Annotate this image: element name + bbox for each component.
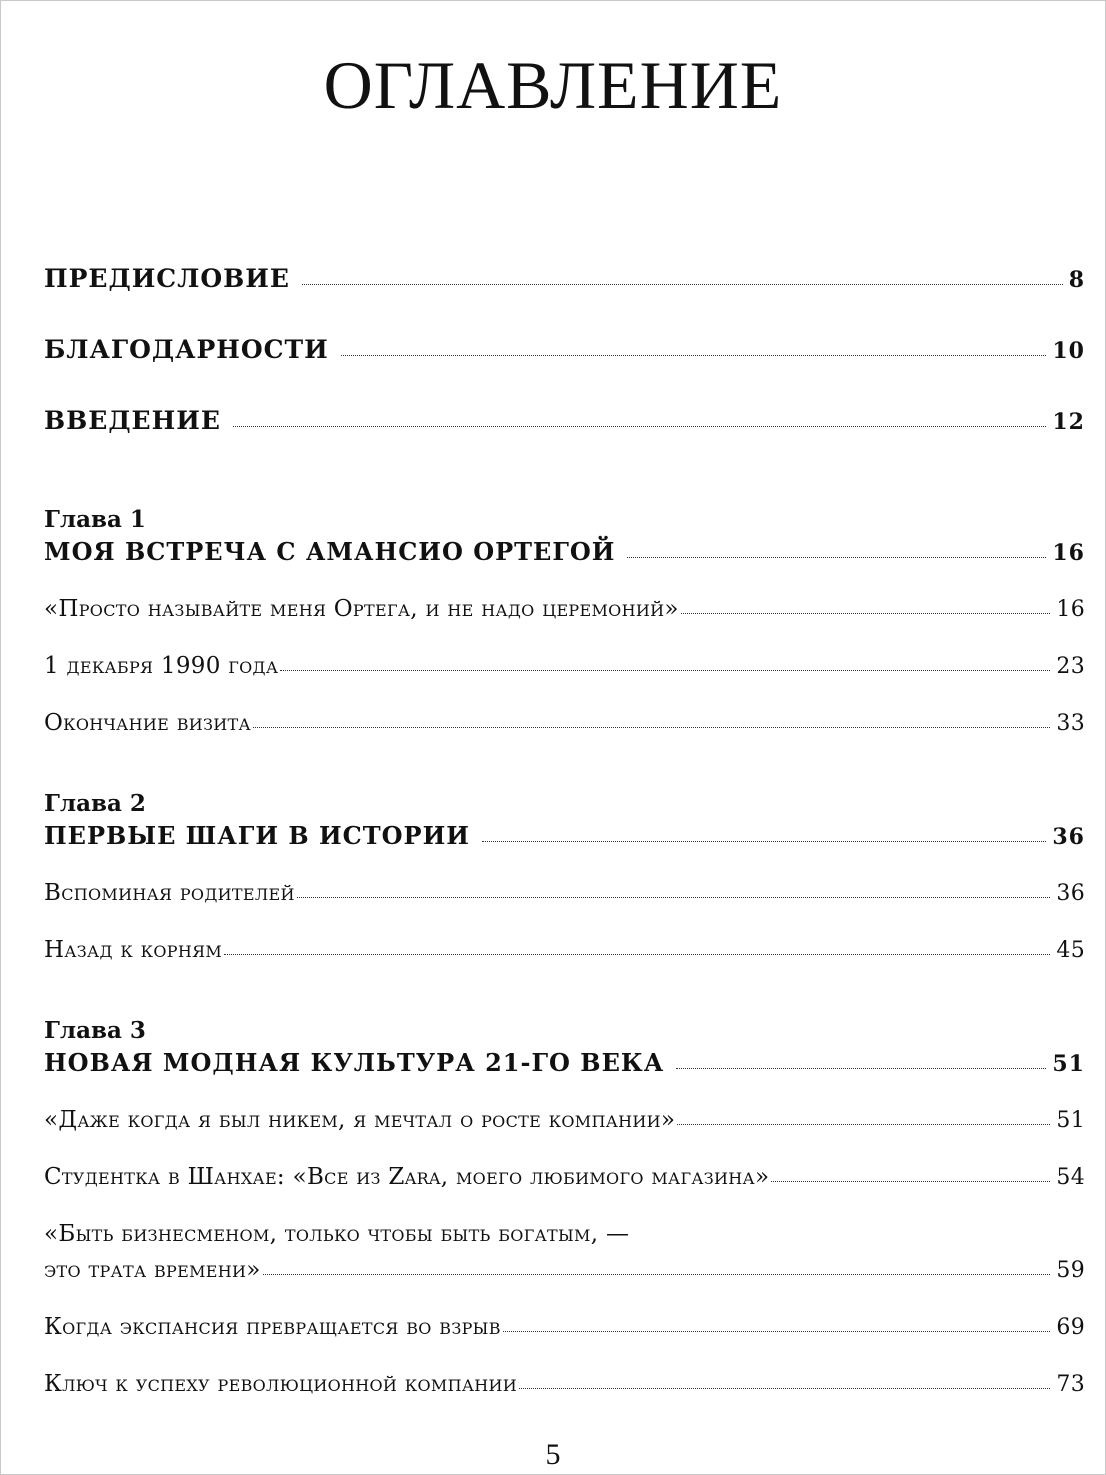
toc-entry-section-multiline[interactable]: [44, 1218, 1085, 1287]
leader-dots: [253, 726, 1050, 728]
toc-page-number: 12: [1052, 409, 1085, 435]
toc-entry-label: «Просто называйте меня Ортега, и не надо церемоний»: [44, 596, 679, 622]
toc-page-number: 36: [1052, 824, 1085, 850]
toc-page-number: 51: [1052, 1051, 1085, 1077]
toc-entry-label: Окончание визита: [44, 710, 251, 736]
toc-entry-label-line-1: «Быть бизнесменом, только чтобы быть богатым, —: [44, 1221, 630, 1247]
leader-dots: [677, 1123, 1050, 1125]
toc-entry-section[interactable]: [44, 707, 1085, 740]
page-title: ОГЛАВЛЕНИЕ: [323, 46, 783, 123]
chapter-number: Глава 3: [44, 1017, 146, 1044]
toc-entry-section[interactable]: [44, 934, 1085, 967]
toc-entry-label: «Даже когда я был никем, я мечтал о росте компании»: [44, 1107, 676, 1133]
leader-dots: [503, 1330, 1051, 1332]
leader-dots: [302, 283, 1063, 285]
toc-page-number: 59: [1056, 1258, 1085, 1283]
table-of-contents: [44, 263, 1085, 1401]
toc-page-number: 16: [1052, 540, 1085, 566]
toc-entry-preface[interactable]: [44, 263, 1085, 296]
toc-entry-section[interactable]: [44, 593, 1085, 626]
toc-entry-label: Назад к корням: [44, 937, 222, 963]
chapter-number: Глава 2: [44, 790, 146, 817]
toc-page-number: 16: [1056, 597, 1085, 622]
toc-page-number: 8: [1068, 267, 1085, 293]
chapter-1: [44, 504, 1085, 740]
toc-page-number: 51: [1056, 1108, 1085, 1133]
toc-entry-section[interactable]: [44, 1368, 1085, 1401]
toc-page-number: 10: [1052, 338, 1085, 364]
toc-entry-label: 1 декабря 1990 года: [44, 653, 279, 679]
leader-dots: [233, 425, 1046, 427]
toc-entry-introduction[interactable]: [44, 405, 1085, 438]
toc-entry-chapter-title[interactable]: [44, 536, 1085, 569]
toc-entry-chapter-title[interactable]: [44, 820, 1085, 853]
leader-dots: [280, 669, 1050, 671]
leader-dots: [519, 1387, 1050, 1389]
toc-entry-section[interactable]: [44, 650, 1085, 683]
leader-dots: [676, 1067, 1046, 1069]
toc-entry-label: ПЕРВЫЕ ШАГИ В ИСТОРИИ: [44, 821, 470, 850]
toc-entry-section[interactable]: [44, 1311, 1085, 1344]
toc-entry-section[interactable]: [44, 877, 1085, 910]
toc-entry-section[interactable]: [44, 1161, 1085, 1194]
toc-entry-label: Когда экспансия превращается во взрыв: [44, 1314, 501, 1340]
toc-page-number: 45: [1056, 938, 1085, 963]
toc-entry-label: ВВЕДЕНИЕ: [44, 406, 221, 435]
leader-dots: [341, 354, 1047, 356]
toc-entry-section[interactable]: [44, 1104, 1085, 1137]
toc-entry-line-2: [44, 1254, 1085, 1287]
leader-dots: [482, 840, 1046, 842]
chapter-number: Глава 1: [44, 506, 146, 533]
toc-page-number: 33: [1056, 711, 1085, 736]
toc-entry-label: Ключ к успеху революционной компании: [44, 1371, 518, 1397]
leader-dots: [627, 556, 1046, 558]
toc-entry-chapter-title[interactable]: [44, 1047, 1085, 1080]
toc-entry-label: НОВАЯ МОДНАЯ КУЛЬТУРА 21-ГО ВЕКА: [44, 1048, 665, 1077]
toc-entry-label: это трата времени»: [44, 1257, 261, 1283]
toc-page-number: 69: [1056, 1315, 1085, 1340]
chapter-3: [44, 1015, 1085, 1401]
leader-dots: [297, 896, 1051, 898]
toc-page-number: 36: [1056, 881, 1085, 906]
chapter-2: [44, 788, 1085, 967]
toc-entry-label: Студентка в Шанхае: «Все из Zara, моего любимого магазина»: [44, 1164, 770, 1190]
toc-page-number: 73: [1056, 1372, 1085, 1397]
toc-entry-label: БЛАГОДАРНОСТИ: [44, 335, 329, 364]
leader-dots: [681, 612, 1051, 614]
toc-entry-label: ПРЕДИСЛОВИЕ: [44, 264, 290, 293]
toc-entry-label: Вспоминая родителей: [44, 880, 295, 906]
toc-page-number: 54: [1056, 1165, 1085, 1190]
toc-entry-acknowledgements[interactable]: [44, 334, 1085, 367]
leader-dots: [224, 953, 1050, 955]
toc-entry-label: МОЯ ВСТРЕЧА С АМАНСИО ОРТЕГОЙ: [44, 537, 616, 566]
leader-dots: [771, 1180, 1050, 1182]
toc-page-number: 23: [1056, 654, 1085, 679]
page-number-footer: 5: [545, 1438, 561, 1471]
leader-dots: [263, 1273, 1051, 1275]
